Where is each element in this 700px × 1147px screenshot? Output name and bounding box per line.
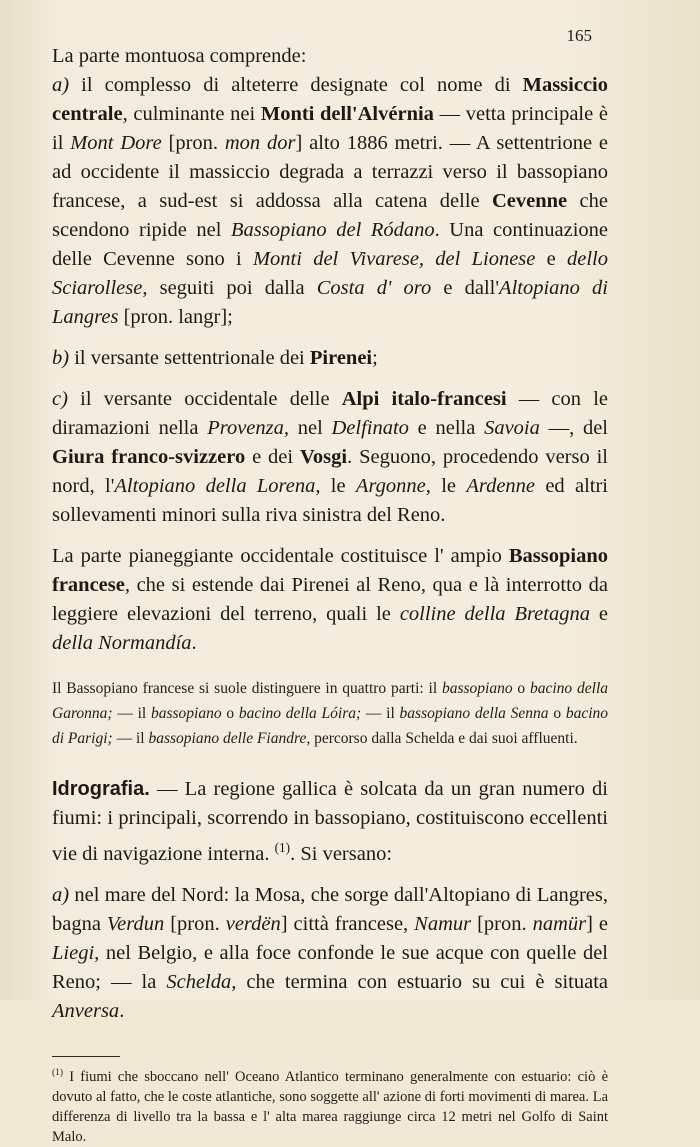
paragraph-a: a) il complesso di alteterre designate col nome di Massiccio centrale, culminante nei Monti dell'Alvérnia — vetta principale è il Mont Dore [pron. mon dor] alto 1886 metri. — A settentrione e ad occidente il massiccio degrada a terrazzi verso il bassopiano francese, a sud-est si addossa alla catena delle Cevenne che scendono ripide nel Bassopiano del Ródano. Una continuazione delle Cevenne sono i Monti del Vivarese, del Lionese e dello Sciarollese, seguiti poi dalla Costa d' oro e dall'Altopiano di Langres [pron. langr]; [52, 74, 608, 328]
paragraph-b: b) il versante settentrionale dei Pirenei; [52, 347, 378, 369]
footnote-divider [52, 1056, 120, 1057]
paragraph-lowland: La parte pianeggiante occidentale costituisce l' ampio Bassopiano francese, che si estende dai Pirenei al Reno, qua e là interrotto da leggiere elevazioni del terreno, quali le colline della Bretagna e della Normandía. [52, 545, 609, 654]
paragraph-north-sea: a) nel mare del Nord: la Mosa, che sorge dall'Altopiano di Langres, bagna Verdun [pron. verdën] città francese, Namur [pron. namür] e Liegi, nel Belgio, e alla foce confonde le sue acque con quelle del Reno; — la Schelda, che termina con estuario su cui è situata Anversa. [52, 883, 609, 1022]
footnote: $^{(1)}$ I fiumi che sboccano nell' Oceano Atlantico terminano generalmente con estuario: ciò è dovuto al fatto, che le coste atlantiche, sono soggette all' azione di forti movimenti di marea. La differenza di livello tra la bassa e l' alta marea raggiunge circa 12 metri nel Golfo di Saint Malo. [52, 1067, 608, 1145]
intro-line: La parte montuosa comprende: [52, 45, 307, 67]
section-hydrography: Idrografia. — La regione gallica è solcata da un gran numero di fiumi: i principali, scorrendo in bassopiano, costituiscono eccellenti vie di navigazione interna. $^{(1)}$. Si versano: [52, 778, 608, 865]
section-heading: Idrografia. [52, 778, 150, 800]
footnote-ref[interactable]: (1) [274, 840, 291, 855]
page-number: 165 [566, 26, 592, 45]
paragraph-c: c) il versante occidentale delle Alpi italo-francesi — con le diramazioni nella Provenza, nel Delfinato e nella Savoia —, del Giura franco-svizzero e dei Vosgi. Seguono, procedendo verso il nord, l'Altopiano della Lorena, le Argonne, le Ardenne ed altri sollevamenti minori sulla riva sinistra del Reno. [52, 388, 609, 526]
small-print-note: Il Bassopiano francese si suole distinguere in quattro parti: il bassopiano o bacino della Garonna; — il bassopiano o bacino della Lóira; — il bassopiano della Senna o bacino di Parigi; — il bassopiano delle Fiandre, percorso dalla Schelda e dai suoi affluenti. [52, 680, 609, 747]
